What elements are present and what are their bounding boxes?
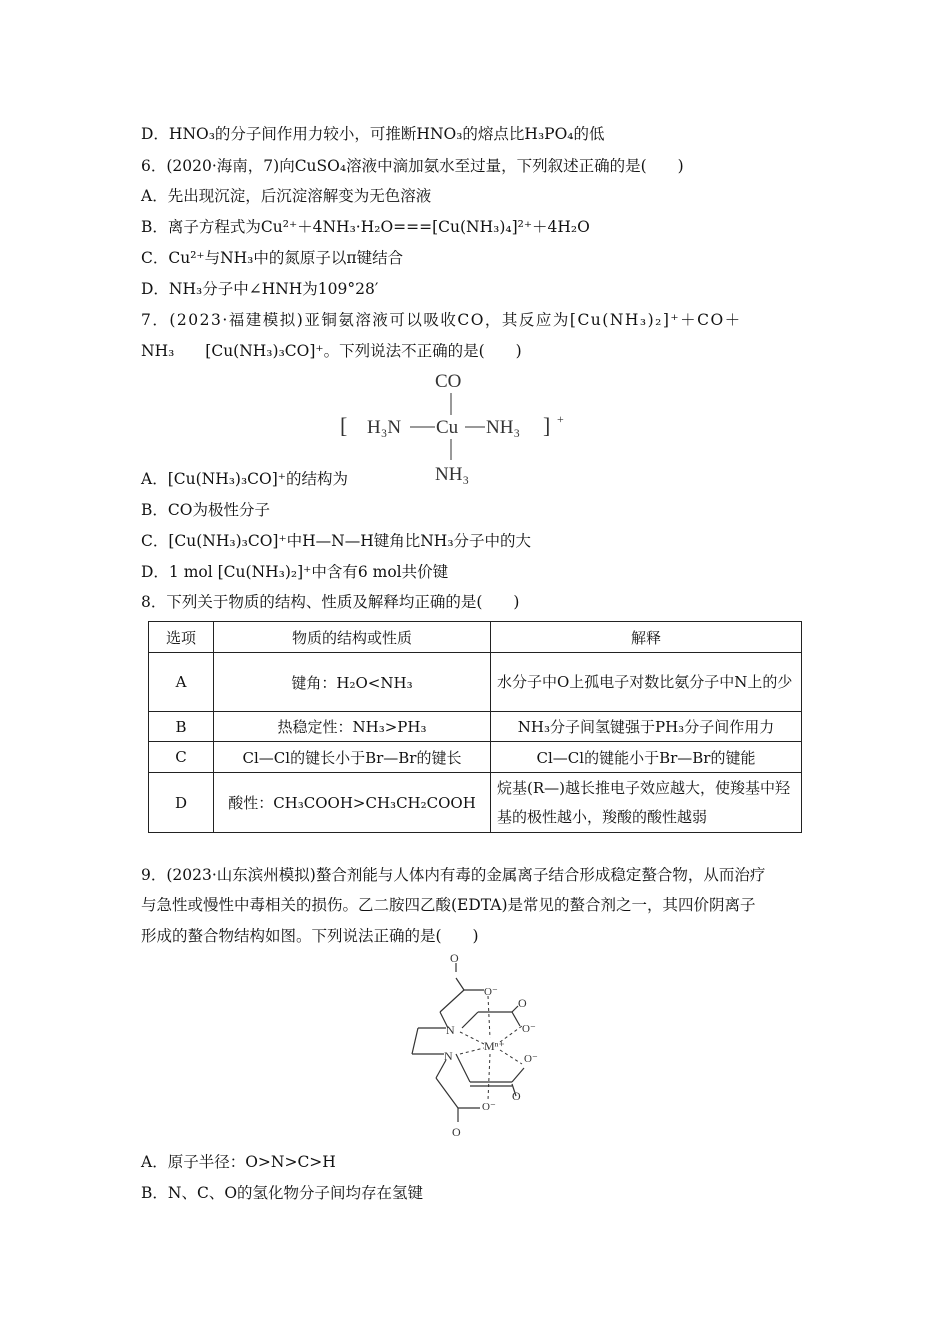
o-minus-label: O⁻ — [524, 1053, 538, 1065]
n-label-lower: N — [444, 1049, 453, 1063]
q9-stem-line2: 与急性或慢性中毒相关的损伤。乙二胺四乙酸(EDTA)是常见的螯合剂之一，其四价阴离子 — [141, 896, 756, 914]
q6-option-d: D．NH₃分子中∠HNH为109°28′ — [141, 280, 379, 298]
cu-complex-structure — [335, 365, 575, 490]
q7-option-d: D．1 mol [Cu(NH₃)₂]⁺中含有6 mol共价键 — [141, 563, 449, 581]
q6-option-a: A．先出现沉淀，后沉淀溶解变为无色溶液 — [141, 187, 432, 205]
table-row — [149, 773, 802, 833]
o-minus-label: O⁻ — [482, 1101, 496, 1113]
q6-option-b: B．离子方程式为Cu²⁺＋4NH₃·H₂O===[Cu(NH₃)₄]²⁺＋4H₂O — [141, 218, 590, 236]
q8-stem: 8．下列关于物质的结构、性质及解释均正确的是( ) — [141, 593, 520, 611]
q9-option-a: A．原子半径：O>N>C>H — [141, 1153, 336, 1171]
cell-property: Cl—Cl的键长小于Br—Br的键长 — [214, 742, 491, 773]
q8-table — [148, 621, 802, 833]
cell-explanation: 烷基(R—)越长推电子效应越大，使羧基中羟基的极性越小，羧酸的酸性越弱 — [491, 773, 802, 833]
o-label-top: O — [450, 951, 459, 965]
header-option: 选项 — [149, 622, 214, 653]
metal-ion-label: Mⁿ⁺ — [484, 1039, 505, 1053]
q6-option-c: C．Cu²⁺与NH₃中的氮原子以π键结合 — [141, 249, 404, 267]
cell-explanation: Cl—Cl的键能小于Br—Br的键能 — [491, 742, 802, 773]
bracket-close: ] — [543, 413, 551, 438]
cell-option: C — [149, 742, 214, 773]
cu-label: Cu — [436, 417, 459, 438]
q7-option-b: B．CO为极性分子 — [141, 501, 270, 519]
cell-option: A — [149, 653, 214, 712]
q5-option-d: D．HNO₃的分子间作用力较小，可推断HNO₃的熔点比H₃PO₄的低 — [141, 125, 605, 143]
q6-stem: 6．(2020·海南，7)向CuSO₄溶液中滴加氨水至过量，下列叙述正确的是( ) — [141, 157, 684, 175]
header-explanation: 解释 — [491, 622, 802, 653]
header-property: 物质的结构或性质 — [214, 622, 491, 653]
o-label: O — [518, 996, 527, 1010]
cell-option: D — [149, 773, 214, 833]
n-label-upper: N — [446, 1023, 455, 1037]
edta-chelate-structure — [400, 950, 560, 1145]
q7-option-a: A．[Cu(NH₃)₃CO]⁺的结构为 — [141, 470, 348, 488]
h3n-label: H₃N — [367, 417, 402, 438]
q7-stem-line1: 7．(2023·福建模拟)亚铜氨溶液可以吸收CO，其反应为[Cu(NH₃)₂]⁺＋CO＋ — [141, 311, 742, 329]
q9-stem-line1: 9．(2023·山东滨州模拟)螯合剂能与人体内有毒的金属离子结合形成稳定螯合物，从而治疗 — [141, 866, 766, 884]
cell-explanation: 水分子中O上孤电子对数比氨分子中N上的少 — [491, 653, 802, 712]
table-row — [149, 712, 802, 742]
nh3-bottom-label: NH₃ — [435, 464, 470, 485]
table-header-row — [149, 622, 802, 653]
nh3-right-label: NH₃ — [486, 417, 521, 438]
q9-stem-line3: 形成的螯合物结构如图。下列说法正确的是( ) — [141, 927, 479, 945]
cell-option: B — [149, 712, 214, 742]
table-row — [149, 742, 802, 773]
co-label: CO — [435, 371, 462, 392]
table-row — [149, 653, 802, 712]
bracket-open: [ — [340, 413, 348, 438]
q9-option-b: B．N、C、O的氢化物分子间均存在氢键 — [141, 1184, 424, 1202]
cell-property: 热稳定性：NH₃>PH₃ — [214, 712, 491, 742]
o-minus-label: O⁻ — [522, 1023, 536, 1035]
cell-explanation: NH₃分子间氢键强于PH₃分子间作用力 — [491, 712, 802, 742]
o-label: O — [512, 1089, 521, 1103]
cell-property: 键角：H₂O<NH₃ — [214, 653, 491, 712]
q7-option-c: C．[Cu(NH₃)₃CO]⁺中H—N—H键角比NH₃分子中的大 — [141, 532, 532, 550]
charge-label: + — [557, 412, 564, 426]
o-minus-label: O⁻ — [484, 986, 498, 998]
q7-stem-line2: NH₃ [Cu(NH₃)₃CO]⁺。下列说法不正确的是( ) — [141, 342, 522, 360]
o-label-bottom: O — [452, 1125, 461, 1139]
cell-property: 酸性：CH₃COOH>CH₃CH₂COOH — [214, 773, 491, 833]
